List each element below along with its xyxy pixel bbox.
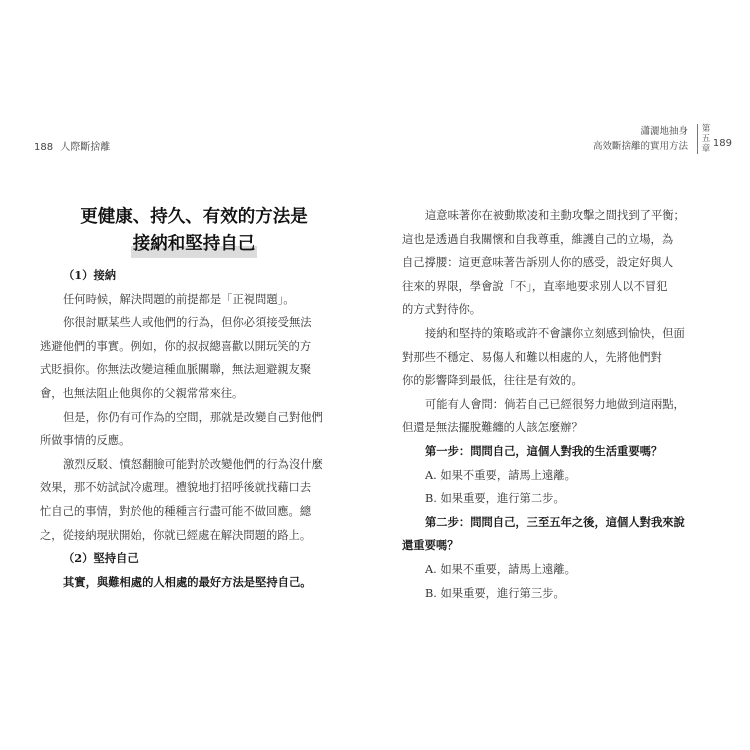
chapter-char: 五: [701, 134, 711, 144]
paragraph-line: 自己撐腰：這更意味著告訴別人你的感受，設定好與人: [402, 256, 674, 270]
paragraph-line-bold: 其實，與難相處的人相處的最好方法是堅持自己。: [63, 574, 312, 589]
option-line: A. 如果不重要，請馬上遠離。: [425, 562, 576, 576]
subheading-accept: （1）接納: [63, 268, 117, 282]
paragraph-line: 對那些不穩定、易傷人和難以相處的人，先將他們對: [402, 350, 662, 364]
paragraph-line: 你很討厭某些人或他們的行為，但你必須接受無法: [63, 316, 312, 330]
paragraph-line: 之，從接納現狀開始，你就已經處在解決問題的路上。: [40, 528, 312, 542]
left-running-header: [34, 138, 110, 153]
right-running-header: [593, 124, 688, 154]
paragraph-line: 但是，你仍有可作為的空間，那就是改變自己對他們: [63, 410, 323, 424]
option-line: A. 如果不重要，請馬上遠離。: [425, 468, 576, 482]
paragraph-line: 所做事情的反應。: [40, 434, 131, 448]
paragraph-line: 忙自己的事情，對於他的種種言行盡可能不做回應。總: [40, 504, 312, 518]
subheading-persist: （2）堅持自己: [63, 551, 139, 566]
chapter-label: [700, 124, 712, 154]
left-header-title: 人際斷捨離: [60, 142, 111, 153]
paragraph-line: 接納和堅持的策略或許不會讓你立刻感到愉快，但面: [425, 326, 685, 340]
paragraph-line: 效果，那不妨試試冷處理。禮貌地打招呼後就找藉口去: [40, 481, 312, 495]
option-line: B. 如果重要，進行第三步。: [425, 586, 565, 600]
paragraph-line: 逃避他們的事實。例如，你的叔叔總喜歡以開玩笑的方: [40, 339, 312, 353]
paragraph-line: 激烈反駁、憤怒翻臉可能對於改變他們的行為沒什麼: [63, 457, 323, 471]
right-page-number: 189: [712, 138, 732, 149]
paragraph-line: 這意味著你在被動欺凌和主動攻擊之間找到了平衡；: [425, 209, 685, 222]
chapter-char: 章: [701, 144, 711, 154]
left-body-text: [40, 264, 340, 594]
chapter-char: 第: [701, 124, 711, 134]
paragraph-line: 你的影響降到最低，往往是有效的。: [402, 374, 583, 388]
left-page-number: 188: [34, 142, 54, 153]
right-header-line-1: 瀟灑地抽身: [640, 126, 688, 137]
paragraph-line: 這也是透過自我關懷和自我尊重，維護自己的立場，為: [402, 232, 674, 246]
paragraph-line: 的方式對待你。: [402, 303, 482, 317]
step-one-heading: 第一步：問問自己，這個人對我的生活重要嗎？: [425, 443, 663, 458]
paragraph-line: 會，也無法阻止他與你的父親常常來往。: [40, 386, 244, 400]
paragraph-line: 往來的界限，學會說「不」，直率地要求別人以不冒犯: [402, 279, 668, 293]
right-body-text: [402, 204, 702, 605]
paragraph-line: 可能有人會問：倘若自己已經很努力地做到這兩點，: [425, 397, 685, 411]
header-divider: [697, 124, 698, 154]
step-two-heading: 第二步：問問自己，三至五年之後，這個人對我來說: [425, 514, 685, 529]
option-line: B. 如果重要，進行第二步。: [425, 492, 565, 506]
section-title-line-1: 更健康、持久、有效的方法是: [80, 207, 308, 227]
section-title-line-2: 接納和堅持自己: [131, 231, 258, 258]
paragraph-line: 但還是無法擺脫難纏的人該怎麼辦？: [402, 421, 583, 435]
step-two-heading-cont: 還重要嗎？: [402, 538, 459, 553]
paragraph-line: 任何時候，解決問題的前提都是「正視問題」。: [63, 292, 295, 306]
section-title: [70, 204, 318, 258]
paragraph-line: 式貶損你。你無法改變這種血脈關聯，無法迴避親友聚: [40, 363, 312, 377]
right-header-line-2: 高效斷捨離的實用方法: [592, 141, 688, 152]
